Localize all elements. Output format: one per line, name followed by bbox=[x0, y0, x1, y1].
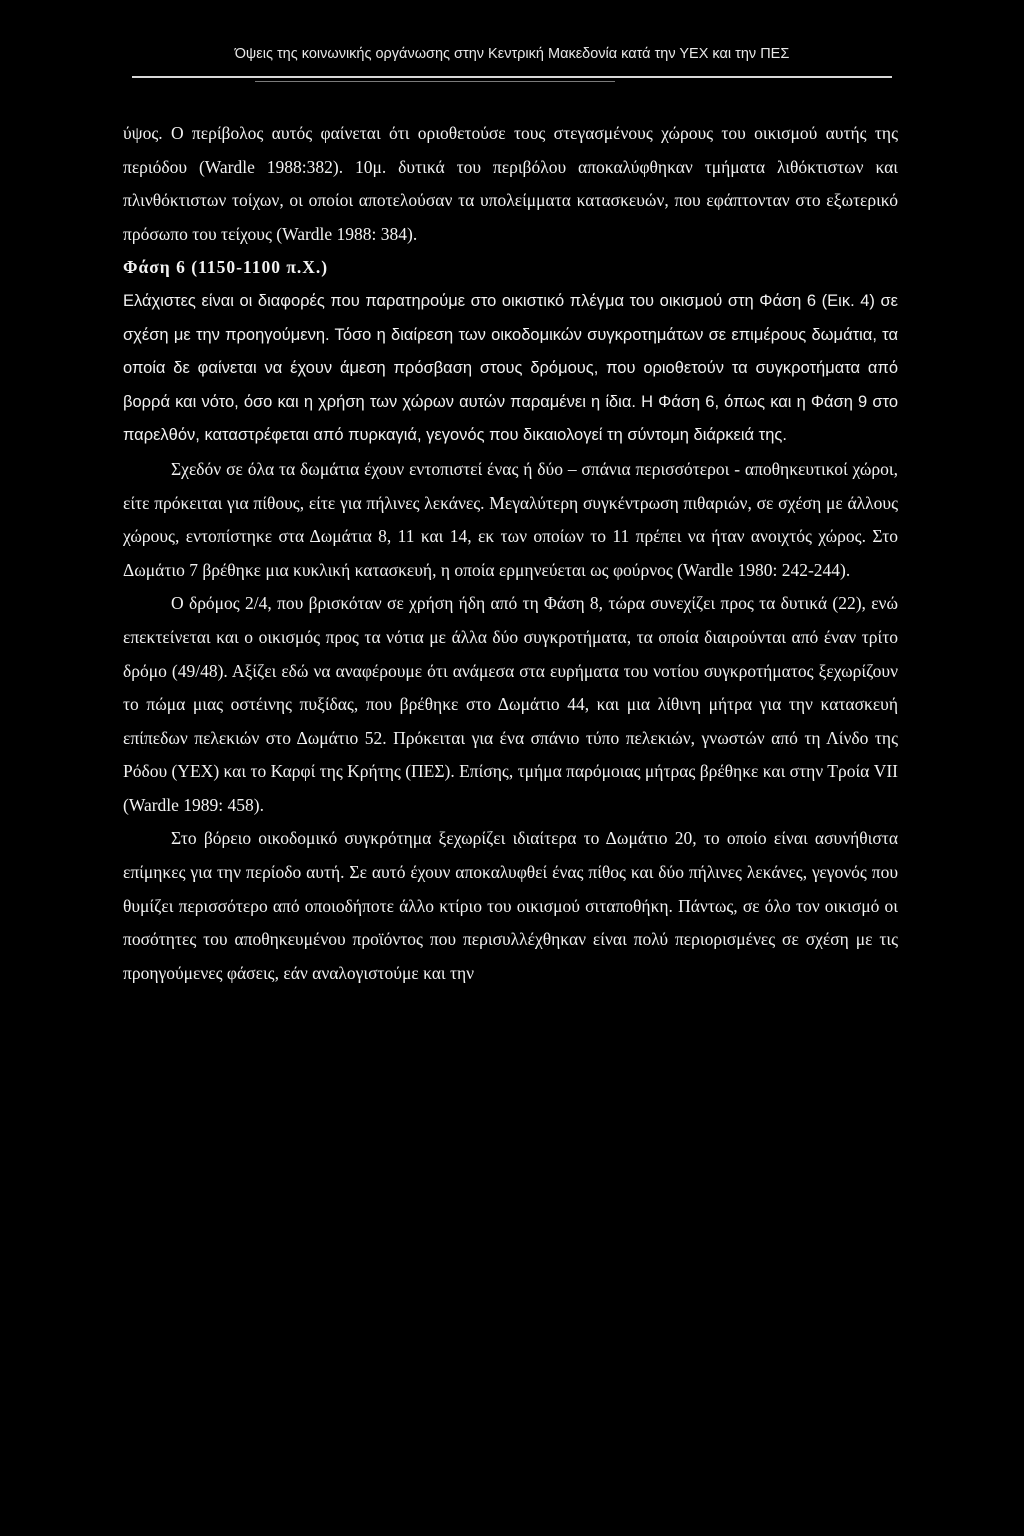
header-rule bbox=[132, 76, 892, 78]
paragraph-north-complex: Στο βόρειο οικοδομικό συγκρότημα ξεχωρίζει ιδιαίτερα το Δωμάτιο 20, το οποίο είναι ασυνήθιστα επίμηκες για την περίοδο αυτή. Σε αυτό έχουν αποκαλυφθεί ένας πίθος και δύο πήλινες λεκάνες, γεγονός που θυμίζει περισσότερο από οποιοδήποτε άλλο κτίριο του οικισμού σιταποθήκη. Πάντως, σε όλο τον οικισμό οι ποσότητες του αποθηκευμένου προϊόντος που περισυλλέχθηκαν είναι πολύ περιορισμένες σε σχέση με τις προηγούμενες φάσεις, εάν αναλογιστούμε και την bbox=[123, 828, 898, 983]
header-rule-secondary bbox=[255, 81, 615, 82]
paragraph-phase-6-intro: Ελάχιστες είναι οι διαφορές που παρατηρούμε στο οικιστικό πλέγμα του οικισμού στη Φάση 6 (Εικ. 4) σε σχέση με την προηγούμενη. Τόσο η διαίρεση των οικοδομικών συγκροτημάτων σε επιμέρους δωμάτια, τα οποία δε φαίνεται να έχουν άμεση πρόσβαση στους δρόμους, που οριοθετούν τα συγκροτήματα από βορρά και νότο, όσο και η χρήση των χώρων αυτών παραμένει η ίδια. Η Φάση 6, όπως και η Φάση 9 στο παρελθόν, καταστρέφεται από πυρκαγιά, γεγονός που δικαιολογεί τη σύντομη διάρκειά της. bbox=[123, 291, 898, 445]
paragraph-road: Ο δρόμος 2/4, που βρισκόταν σε χρήση ήδη από τη Φάση 8, τώρα συνεχίζει προς τα δυτικά (22), ενώ επεκτείνεται και ο οικισμός προς τα νότια με άλλα δύο συγκροτήματα, τα οποία διαιρούνται από έναν τρίτο δρόμο (49/48). Αξίζει εδώ να αναφέρουμε ότι ανάμεσα στα ευρήματα του νοτίου συγκροτήματος ξεχωρίζουν το πώμα μιας οστέινης πυξίδας, που βρέθηκε στο Δωμάτιο 44, και μια λίθινη μήτρα για την κατασκευή επίπεδων πελεκιών στο Δωμάτιο 52. Πρόκειται για ένα σπάνιο τύπο πελεκιών, γνωστών από τη Λίνδο της Ρόδου (ΥΕΧ) και το Καρφί της Κρήτης (ΠΕΣ). Επίσης, τμήμα παρόμοιας μήτρας βρέθηκε και στην Τροία VII (Wardle 1989: 458). bbox=[123, 593, 898, 815]
paragraph-storage: Σχεδόν σε όλα τα δωμάτια έχουν εντοπιστεί ένας ή δύο – σπάνια περισσότεροι - αποθηκευτικοί χώροι, είτε πρόκειται για πίθους, είτε για πήλινες λεκάνες. Μεγαλύτερη συγκέντρωση πιθαριών, σε σχέση με άλλους χώρους, εντοπίστηκε στα Δωμάτια 8, 11 και 14, εκ των οποίων το 11 πρέπει να ήταν ανοιχτός χώρος. Στο Δωμάτιο 7 βρέθηκε μια κυκλική κατασκευή, η οποία ερμηνεύεται ως φούρνος (Wardle 1980: 242-244). bbox=[123, 458, 898, 580]
section-heading-phase-6: Φάση 6 (1150-1100 π.Χ.) bbox=[123, 257, 329, 278]
paragraph-continuation: ύψος. Ο περίβολος αυτός φαίνεται ότι οριοθετούσε τους στεγασμένους χώρους του οικισμού αυτής της περιόδου (Wardle 1988:382). 10μ. δυτικά του περιβόλου αποκαλύφθηκαν τμήματα λιθόκτιστων και πλινθόκτιστων τοίχων, οι οποίοι αποτελούσαν τα υπολείμματα κατασκευών, που εφάπτονταν στο εξωτερικό πρόσωπο του τείχους (Wardle 1988: 384). bbox=[123, 123, 898, 244]
running-header: Όψεις της κοινωνικής οργάνωσης στην Κεντρική Μακεδονία κατά την ΥΕΧ και την ΠΕΣ bbox=[234, 46, 790, 62]
body-text bbox=[123, 117, 898, 990]
